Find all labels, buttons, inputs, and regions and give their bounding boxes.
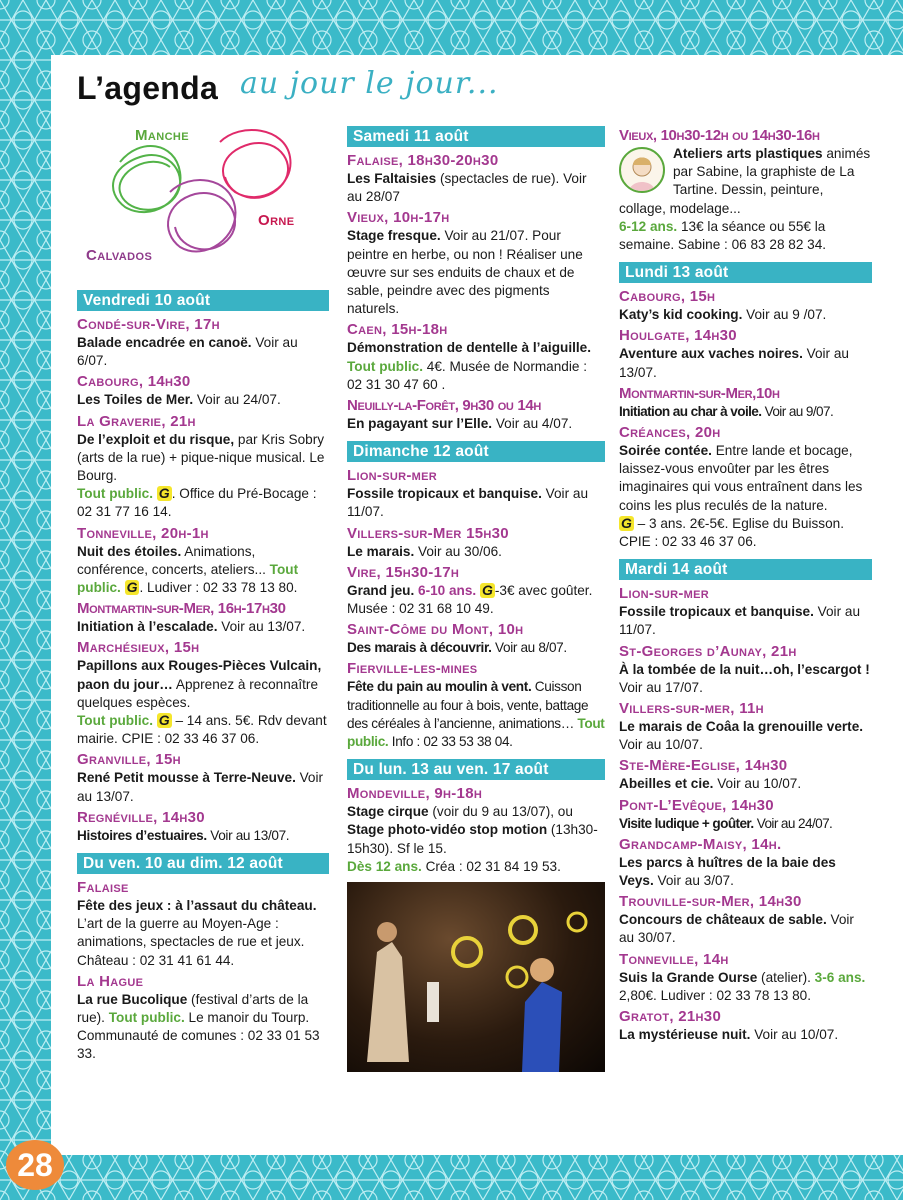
event-place: Saint-Côme du Mont, 10h xyxy=(347,621,524,639)
event-text: Le marais de Coâa la grenouille verte. Voir au 10/07. xyxy=(619,719,864,753)
event-text: Suis la Grande Ourse (atelier). 3-6 ans. 2,80€. Ludiver : 02 33 78 13 80. xyxy=(619,969,866,1003)
event-place: Lion-sur-mer xyxy=(619,585,709,603)
event-text: Fossile tropicaux et banquise. Voir au 11/07. xyxy=(347,486,589,520)
event-text: Les Faltaisies (spectacles de rue). Voir au 28/07 xyxy=(347,171,587,205)
event-place: Vieux, 10h-17h xyxy=(347,209,450,227)
event-place: Cabourg, 14h30 xyxy=(77,373,191,391)
day-header: Du ven. 10 au dim. 12 août xyxy=(77,853,329,874)
event-place: Caen, 15h-18h xyxy=(347,321,448,339)
circus-photo xyxy=(347,882,605,1072)
event-text: Stage cirque (voir du 9 au 13/07), ou Stage photo-vidéo stop motion (13h30-15h30). Sf le 15. Dès 12 ans. Créa : 02 31 84 19 53. xyxy=(347,804,598,874)
event-text: La rue Bucolique (festival d’arts de la rue). Tout public. Le manoir du Tourp. Communauté de comunes : 02 33 01 53 33. xyxy=(77,991,320,1062)
event-place: Falaise, 18h30-20h30 xyxy=(347,152,499,169)
day-header: Du lun. 13 au ven. 17 août xyxy=(347,759,605,780)
page-title: L’agenda xyxy=(77,70,219,106)
event-text: Le marais. Voir au 30/06. xyxy=(347,543,502,559)
event-text: Visite ludique + goûter. Voir au 24/07. xyxy=(619,815,833,831)
event-text: Grand jeu. 6-10 ans. G -3€ avec goûter. Musée : 02 31 68 10 49. xyxy=(347,581,593,617)
event-place: Lion-sur-mer xyxy=(347,467,437,485)
event-place: Villers-sur-Mer 15h30 xyxy=(347,524,509,542)
child-right xyxy=(522,982,562,1072)
free-event-icon: G xyxy=(621,514,632,531)
event-text: Papillons aux Rouges-Pièces Vulcain, paon du jour… Apprenez à reconnaître quelques espèces. Tout public. G – 14 ans. 5€. Rdv devant mairie. CPIE : 02 33 46 37 06. xyxy=(77,658,327,747)
agenda-column-3 xyxy=(619,124,872,1044)
circus-photo-drawing xyxy=(347,882,605,1072)
event-text: Les parcs à huîtres de la baie des Veys. Voir au 3/07. xyxy=(619,854,836,889)
day-header: Samedi 11 août xyxy=(347,126,605,147)
event-place: Mondeville, 9h-18h xyxy=(347,785,483,803)
event-place: Marchésieux, 15h xyxy=(77,639,200,657)
event-text: Démonstration de dentelle à l’aiguille. Tout public. 4€. Musée de Normandie : 02 31 30 47 60 . xyxy=(347,340,591,392)
event-text: Initiation à l’escalade. Voir au 13/07. xyxy=(77,619,306,635)
event-text: Nuit des étoiles. Animations, conférence, concerts, ateliers... Tout public. G . Ludiver : 02 33 78 13 80. xyxy=(77,543,299,596)
event-place: Fierville-les-mines xyxy=(347,660,478,678)
free-event-icon: G xyxy=(126,579,138,596)
hoop-1 xyxy=(453,938,481,966)
event-place: Falaise xyxy=(77,879,129,897)
region-map xyxy=(80,122,320,282)
event-place: Neuilly-la-Forêt, 9h30 ou 14h xyxy=(347,397,541,415)
event-place: Trouville-sur-Mer, 14h30 xyxy=(619,893,802,911)
event-place: Créances, 20h xyxy=(619,424,721,442)
agenda-column-2 xyxy=(347,122,605,1072)
event-place: Gratot, 21h30 xyxy=(619,1008,722,1026)
orne-scribble xyxy=(220,130,290,198)
event-text: Abeilles et cie. Voir au 10/07. xyxy=(619,776,802,792)
day-header: Vendredi 10 août xyxy=(77,290,329,311)
event-place: Houlgate, 14h30 xyxy=(619,327,737,345)
event-text: Des marais à découvrir. Voir au 8/07. xyxy=(347,640,567,656)
sabine-avatar xyxy=(619,147,665,193)
agenda-column-1 xyxy=(77,286,329,1064)
event-place: Tonneville, 20h-1h xyxy=(77,524,209,542)
event-text: Initiation au char à voile. Voir au 9/07. xyxy=(619,403,834,419)
page-number: 28 xyxy=(6,1140,64,1190)
event-place: Vire, 15h30-17h xyxy=(347,563,460,581)
event-place: Montmartin-sur-Mer,10h xyxy=(619,384,780,402)
event-place: Tonneville, 14h xyxy=(619,950,729,968)
event-text: Balade encadrée en canoë. Voir au 6/07. xyxy=(77,335,298,369)
event-text: Soirée contée. Entre lande et bocage, laissez-vous envoûter par les êtres imaginaires qui vous entraînent dans les coins les plus reculés de la nature. G – 3 ans. 2€-5€. Eglise du Buisson. CPIE : 02 33 46 37 06. xyxy=(619,443,863,550)
hoop-3 xyxy=(568,913,586,931)
hoop-4 xyxy=(507,967,527,987)
event-place: Granville, 15h xyxy=(77,751,181,769)
event-place: Cabourg, 15h xyxy=(619,288,716,306)
map-label-calvados: Calvados xyxy=(86,247,153,264)
map-label-manche: Manche xyxy=(135,127,190,144)
event-place: St-Georges d’Aunay, 21h xyxy=(619,642,797,660)
event-text: René Petit mousse à Terre-Neuve. Voir au 13/07. xyxy=(77,770,324,804)
event-text: Katy’s kid cooking. Voir au 9 /07. xyxy=(619,307,827,323)
event-text: Aventure aux vaches noires. Voir au 13/07. xyxy=(619,346,849,380)
event-place: Villers-sur-mer, 11h xyxy=(619,700,764,718)
event-text: La mystérieuse nuit. Voir au 10/07. xyxy=(619,1027,839,1043)
event-text: En pagayant sur l’Elle. Voir au 4/07. xyxy=(347,416,573,432)
day-header: Lundi 13 août xyxy=(619,262,872,283)
child-left xyxy=(367,942,409,1062)
free-event-icon: G xyxy=(158,485,170,502)
event-text: Fête des jeux : à l’assaut du château. L’art de la guerre au Moyen-Age : animations, spectacles de rue et jeux. Château : 02 31 41 61 44. xyxy=(77,898,317,968)
free-event-icon: G xyxy=(481,581,493,598)
event-text: De l’exploit et du risque, par Kris Sobry (arts de la rue) + pique-nique musical. Le Bourg. Tout public. G . Office du Pré-Bocage : 02 31 77 16 14. xyxy=(77,431,325,520)
event-text: Les Toiles de Mer. Voir au 24/07. xyxy=(77,392,281,408)
event-place: Montmartin-sur-Mer, 16h-17h30 xyxy=(77,600,286,618)
map-label-orne: Orne xyxy=(258,212,295,229)
event-place: Condé-sur-Vire, 17h xyxy=(77,316,220,333)
hoop-2 xyxy=(510,917,536,943)
free-event-icon: G xyxy=(158,712,170,729)
event-place: Ste-Mère-Eglise, 14h30 xyxy=(619,757,788,775)
event-text: Ateliers arts plastiques animés par Sabine, la graphiste de La Tartine. Dessin, peinture, collage, modelage... 6-12 ans. 13€ la séance ou 55€ la semaine. Sabine : 06 83 28 82 34. xyxy=(619,146,871,253)
event-place: Regnéville, 14h30 xyxy=(77,808,205,826)
event-place: Vieux, 10h30-12h ou 14h30-16h xyxy=(619,127,820,144)
page-subtitle-script: au jour le jour... xyxy=(240,66,499,101)
event-text: À la tombée de la nuit…oh, l’escargot ! Voir au 17/07. xyxy=(619,661,870,695)
day-header: Dimanche 12 août xyxy=(347,441,605,462)
event-place: La Hague xyxy=(77,972,144,990)
event-text: Stage fresque. Voir au 21/07. Pour peintre en herbe, ou non ! Réaliser une œuvre sur ses enduits de chaux et de sable, peindre avec des pigments naturels. xyxy=(347,228,583,317)
event-place: La Graverie, 21h xyxy=(77,412,196,430)
event-text: Fête du pain au moulin à vent. Cuisson traditionnelle au four à bois, vente, battage des céréales à l’ancienne, animations… Tout public. Info : 02 33 53 38 04. xyxy=(347,679,605,750)
manche-scribble xyxy=(113,146,180,212)
event-place: Pont-L’Evêque, 14h30 xyxy=(619,796,774,814)
day-header: Mardi 14 août xyxy=(619,559,872,580)
event-text: Fossile tropicaux et banquise. Voir au 11/07. xyxy=(619,604,861,638)
event-text: Histoires d’estuaires. Voir au 13/07. xyxy=(77,827,290,843)
event-text: Concours de châteaux de sable. Voir au 30/07. xyxy=(619,912,854,946)
event-place: Grandcamp-Maisy, 14h. xyxy=(619,835,782,853)
